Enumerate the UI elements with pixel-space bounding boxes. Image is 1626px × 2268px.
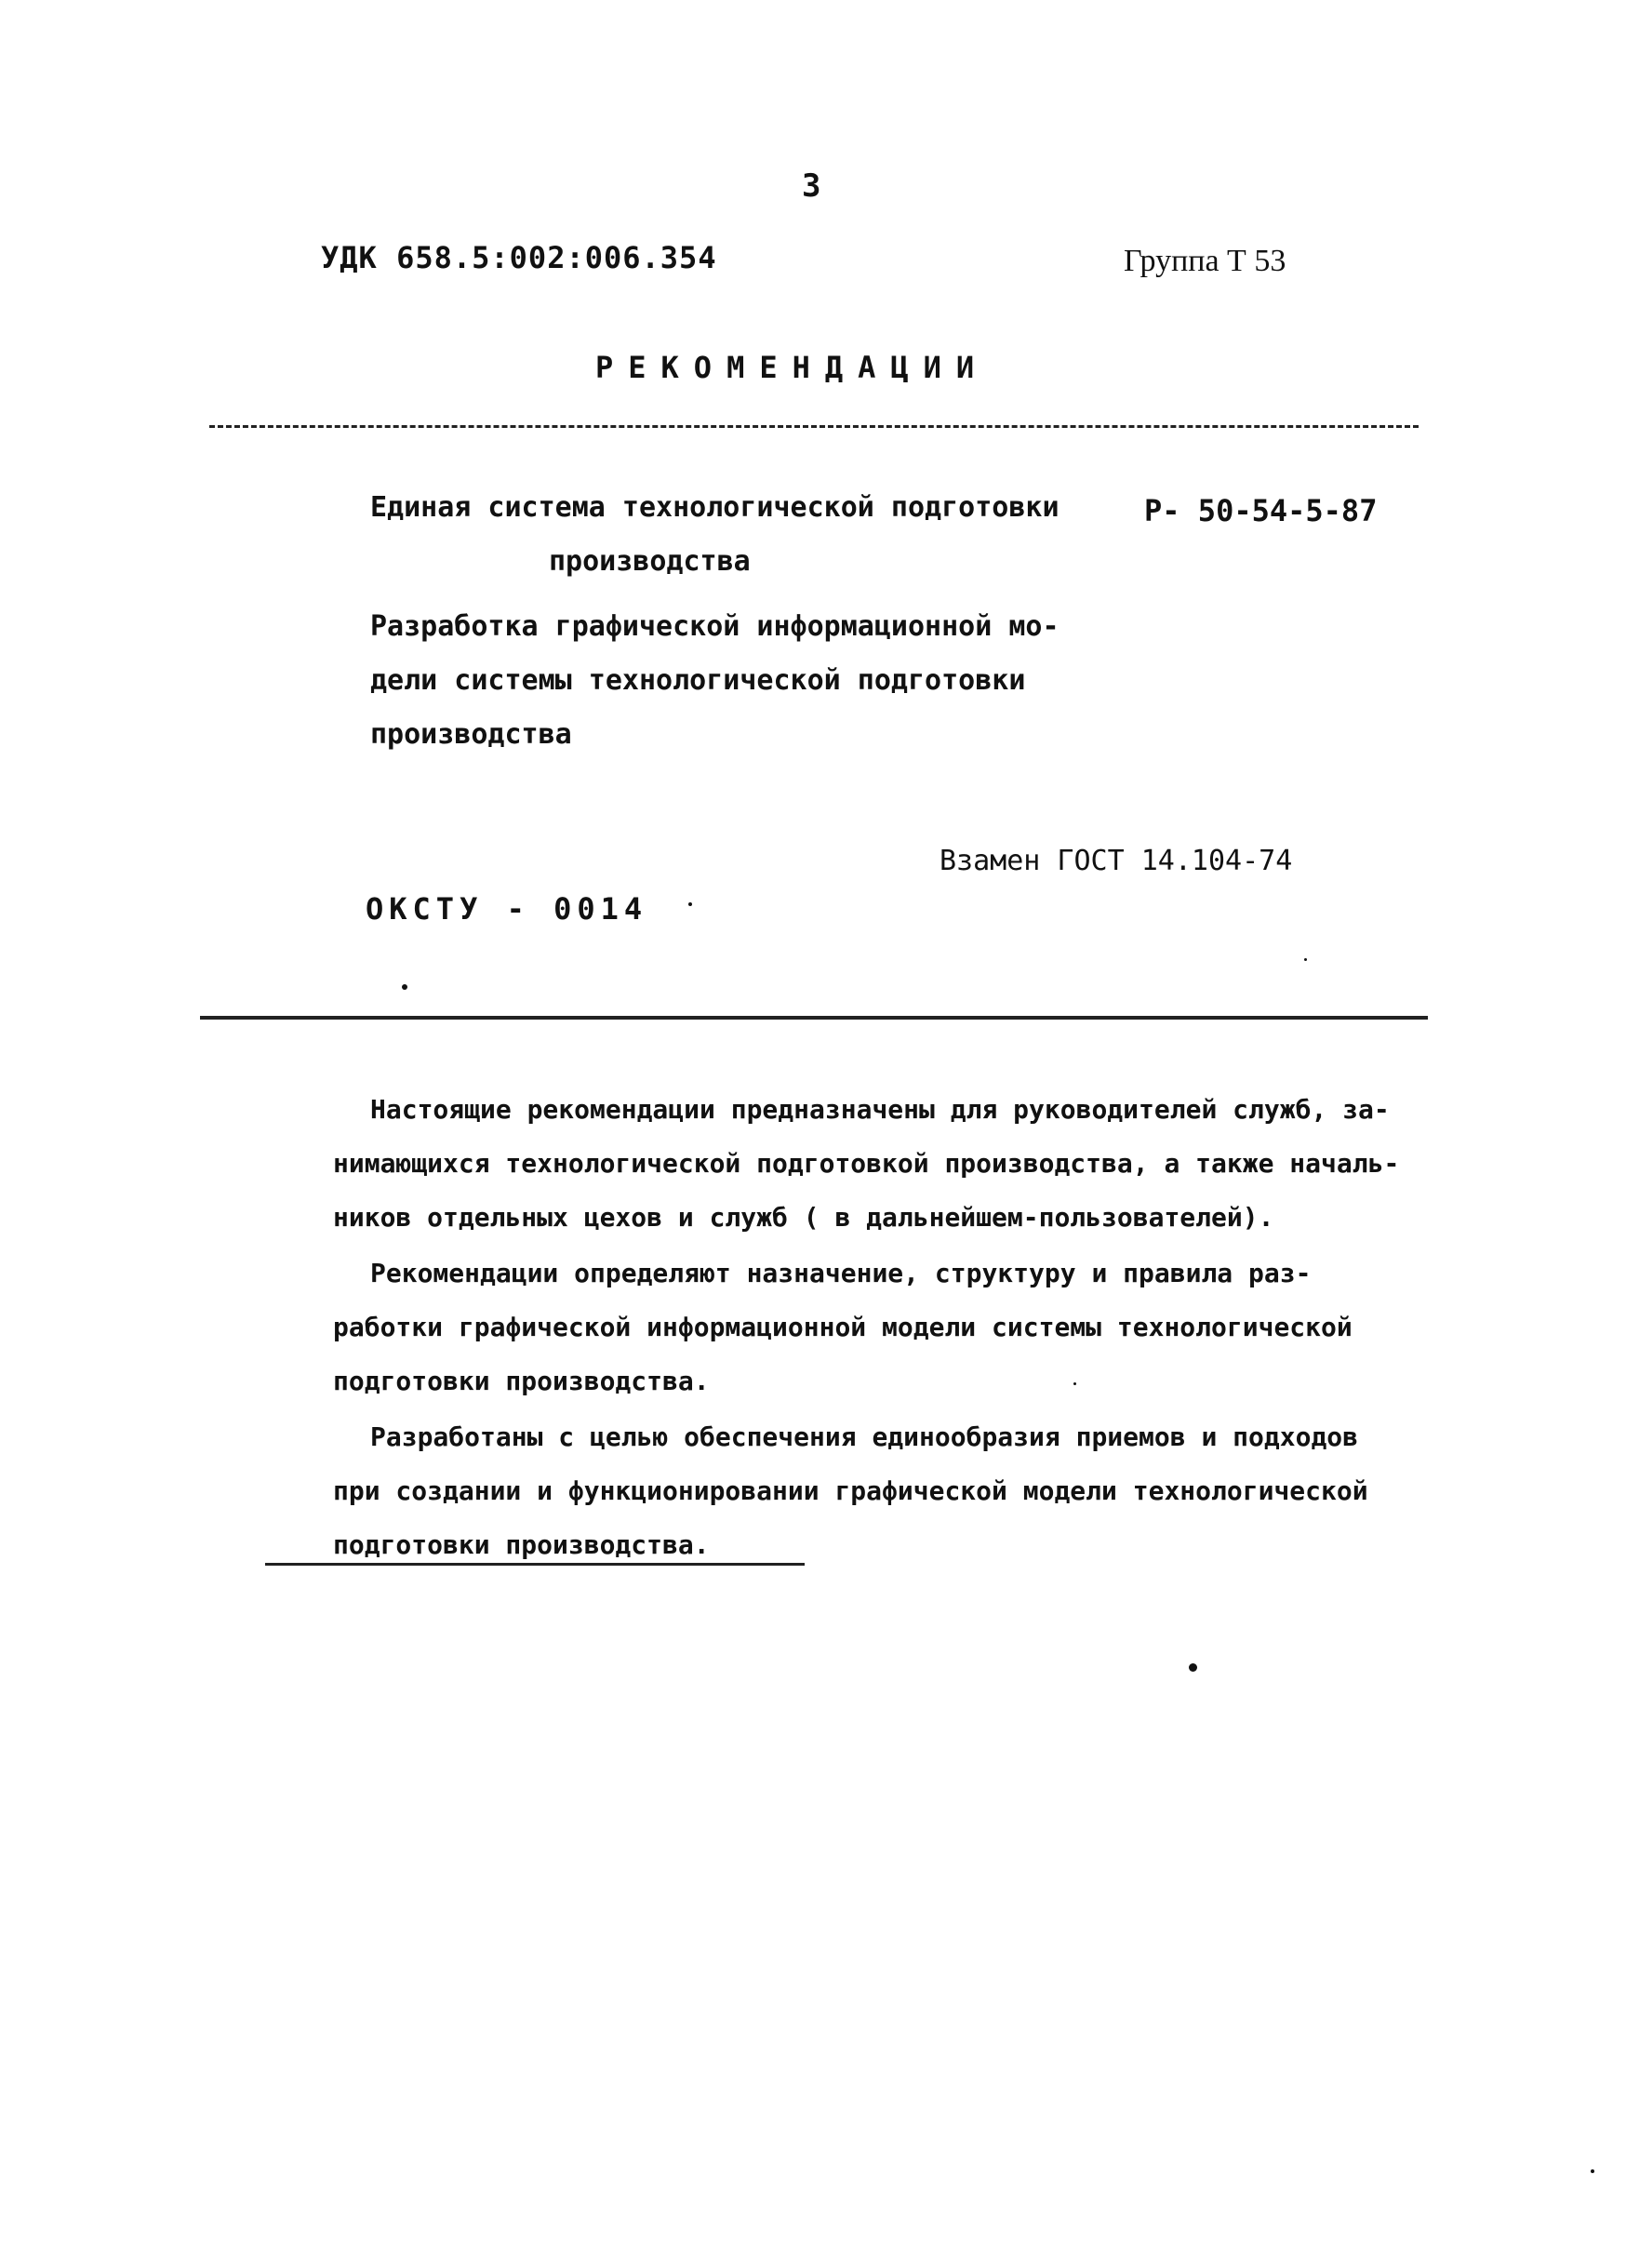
title-line-1: Единая система технологической подготовки — [370, 491, 1060, 524]
title-line-2: производства — [549, 545, 751, 578]
paragraph-line: Рекомендации определяют назначение, структуру и правила раз- — [370, 1258, 1312, 1288]
paragraph-line: при создании и функционировании графической модели технологической — [333, 1475, 1368, 1506]
paragraph-line: Разработаны с целью обеспечения единообразия приемов и подходов — [370, 1421, 1359, 1452]
scan-speck — [1073, 1382, 1076, 1385]
scan-speck — [1304, 958, 1307, 961]
scan-speck — [402, 984, 407, 990]
title-line-3: Разработка графической информационной мо- — [370, 610, 1060, 643]
page-number: 3 — [802, 167, 821, 205]
paragraph-line: нимающихся технологической подготовкой производства, а также началь- — [333, 1148, 1400, 1179]
document-type-heading: РЕКОМЕНДАЦИИ — [595, 350, 990, 385]
paragraph-line: подготовки производства. — [333, 1366, 710, 1396]
scan-speck — [688, 902, 692, 906]
paragraph-line: работки графической информационной модели системы технологической — [333, 1312, 1353, 1342]
paragraph-line: подготовки производства. — [333, 1529, 710, 1560]
replaces-note: Взамен ГОСТ 14.104-74 — [940, 845, 1293, 877]
underline-mark — [265, 1563, 805, 1566]
paragraph-line: ников отдельных цехов и служб ( в дальнейшем-пользователей). — [333, 1202, 1274, 1233]
title-line-5: производства — [370, 718, 572, 751]
title-line-4: дели системы технологической подготовки — [370, 664, 1026, 697]
scan-speck — [1189, 1663, 1197, 1672]
document-designation: Р- 50-54-5-87 — [1144, 493, 1378, 528]
top-divider — [209, 425, 1419, 428]
paragraph-line: Настоящие рекомендации предназначены для руководителей служб, за- — [370, 1094, 1390, 1125]
udk-code: УДК 658.5:002:006.354 — [321, 240, 717, 275]
scan-speck — [1591, 2169, 1594, 2173]
okstu-code: ОКСТУ - 0014 — [366, 891, 648, 927]
middle-divider — [200, 1016, 1428, 1020]
group-code: Группа Т 53 — [1124, 244, 1286, 278]
